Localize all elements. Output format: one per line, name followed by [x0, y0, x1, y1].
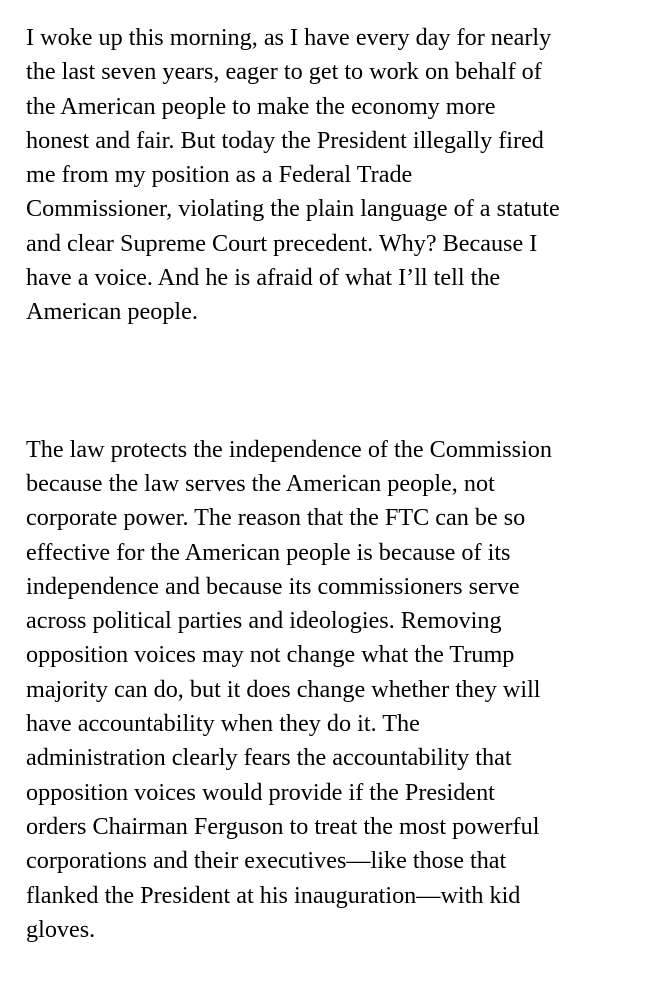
paragraph-1: I woke up this morning, as I have every day for nearly the last seven years, eager to get to work on behalf of the American people to make the economy more honest and fair. But today the President illegally fired me from my position as a Federal Trade Commissioner, violating the plain language of a statute and clear Supreme Court precedent. Why? Because I have a voice. And he is afraid of what I’ll tell the American people. — [26, 24, 560, 326]
paragraph-2: The law protects the independence of the Commission because the law serves the American people, not corporate power. The reason that the FTC can be so effective for the American people is because of its independence and because its commissioners serve across political parties and ideologies. Removing opposition voices may not change what the Trump majority can do, but it does change whether they will have accountability when they do it. The administration clearly fears the accountability that opposition voices would provide if the President orders Chairman Ferguson to treat the most powerful corporations and their executives—like those that flanked the President at his inauguration—with kid gloves. — [26, 435, 552, 943]
statement-document — [26, 21, 636, 947]
paragraph-spacer — [26, 330, 636, 433]
